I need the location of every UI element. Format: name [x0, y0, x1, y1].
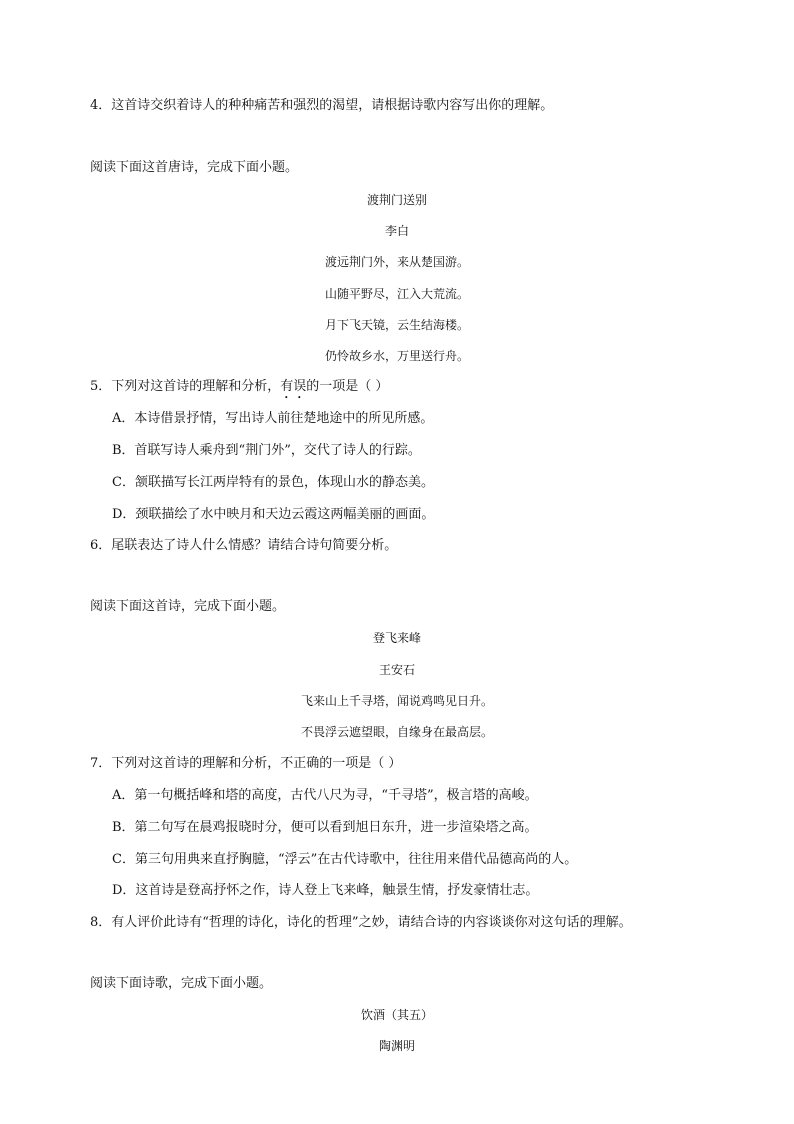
poem-author-3: 陶渊明 — [378, 1039, 415, 1053]
option-b: B．首联写诗人乘舟到“荆门外”，交代了诗人的行踪。 — [112, 443, 421, 458]
poem-line: 渡远荆门外，来从楚国游。 — [324, 255, 469, 269]
question-5 — [90, 378, 388, 402]
poem-author-1: 李白 — [384, 224, 409, 238]
poem-title-3: 饮酒（其五） — [360, 1008, 433, 1022]
option-a: A．本诗借景抒情，写出诗人前往楚地途中的所见所感。 — [112, 411, 434, 426]
question-6: 6．尾联表达了诗人什么情感？请结合诗句简要分析。 — [90, 538, 398, 553]
poem-line: 山随平野尽，江入大荒流。 — [324, 287, 469, 301]
option-d: D．颈联描绘了水中映月和天边云霞这两幅美丽的画面。 — [112, 507, 435, 522]
option-b: B．第二句写在晨鸡报晓时分，便可以看到旭日东升，进一步渲染塔之高。 — [112, 820, 538, 835]
question-7: 7．下列对这首诗的理解和分析，不正确的一项是（ ） — [90, 756, 402, 771]
option-d: D．这首诗是登高抒怀之作，诗人登上飞来峰，触景生情，抒发豪情壮志。 — [112, 883, 539, 898]
poem-author-2: 王安石 — [378, 663, 415, 677]
option-c: C．颔联描写长江两岸特有的景色，体现山水的静态美。 — [112, 475, 434, 490]
poem-line: 月下飞天镜，云生结海楼。 — [324, 318, 469, 332]
question-8: 8．有人评价此诗有“哲理的诗化，诗化的哲理”之妙，请结合诗的内容谈谈你对这句话的理解。 — [90, 915, 632, 930]
section-intro-3: 阅读下面诗歌，完成下面小题。 — [90, 976, 273, 991]
section-intro-1: 阅读下面这首唐诗，完成下面小题。 — [90, 160, 299, 175]
section-intro-2: 阅读下面这首诗，完成下面小题。 — [90, 599, 286, 614]
poem-line: 不畏浮云遮望眼，自缘身在最高层。 — [300, 725, 493, 739]
poem-title-2: 登飞来峰 — [372, 631, 421, 645]
poem-line: 仍怜故乡水，万里送行舟。 — [324, 349, 469, 363]
option-a: A．第一句概括峰和塔的高度，古代八尺为寻，“千寻塔”，极言塔的高峻。 — [112, 788, 538, 803]
poem-line: 飞来山上千寻塔，闻说鸡鸣见日升。 — [300, 694, 493, 708]
question-5-stem-before: 5．下列对这首诗的理解和分析， — [90, 379, 281, 394]
question-4: 4．这首诗交织着诗人的种种痛苦和强烈的渴望，请根据诗歌内容写出你的理解。 — [90, 98, 554, 113]
question-5-stem-after: 的一项是（ ） — [306, 379, 389, 394]
option-c: C．第三句用典来直抒胸臆，“浮云”在古代诗歌中，往往用来借代品德高尚的人。 — [112, 852, 578, 867]
question-5-emphasis: 有误 — [280, 379, 307, 394]
poem-title-1: 渡荆门送别 — [366, 193, 427, 207]
